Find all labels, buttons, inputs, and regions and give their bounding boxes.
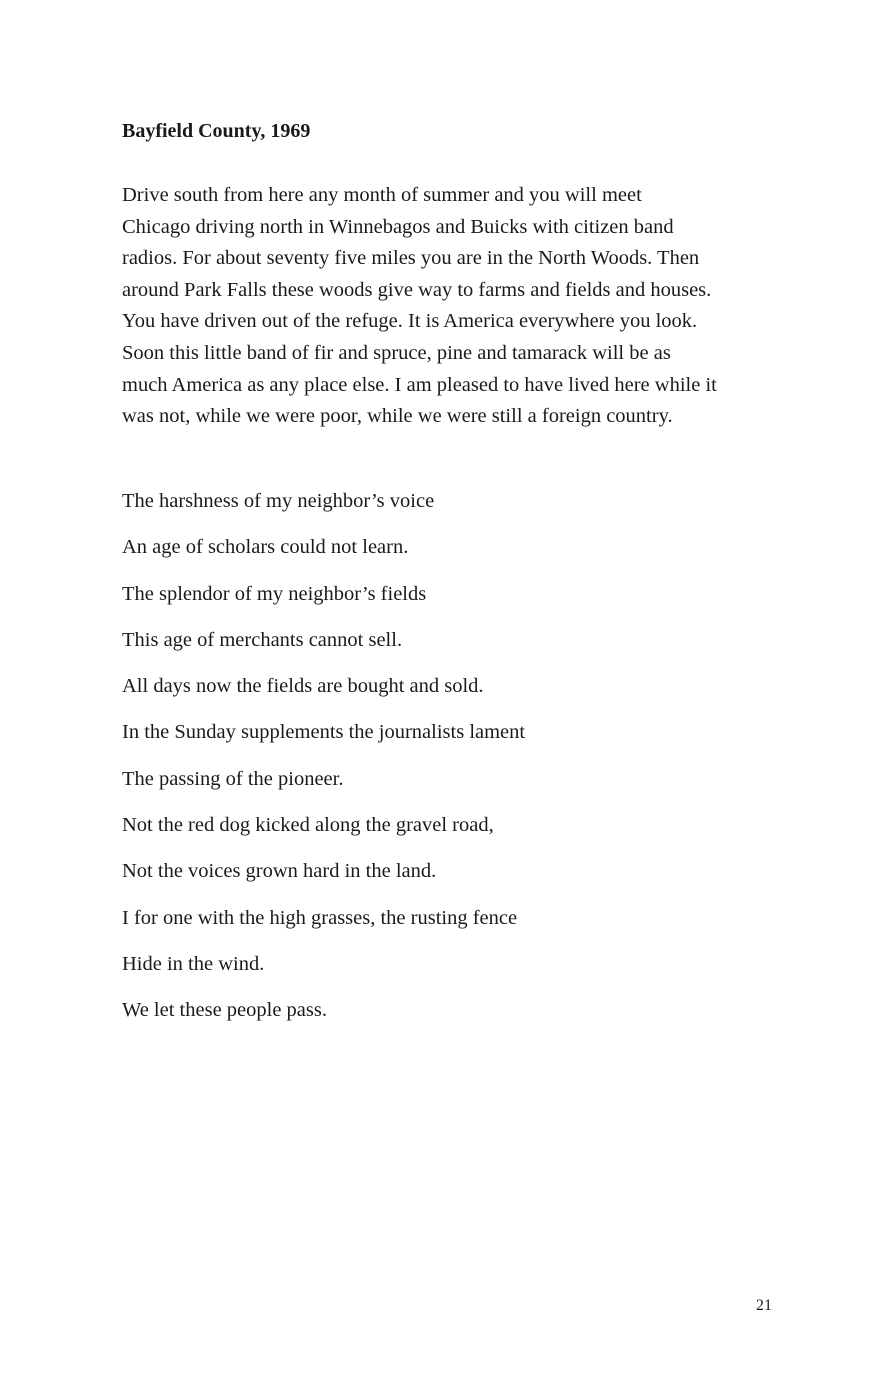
prose-line: Drive south from here any month of summer and you will meet xyxy=(122,184,642,206)
poem-line: Hide in the wind. xyxy=(122,952,265,975)
poem-line: Not the red dog kicked along the gravel road, xyxy=(122,814,494,837)
section-title: Bayfield County, 1969 xyxy=(122,120,311,142)
prose-line: around Park Falls these woods give way to farms and fields and houses. xyxy=(122,278,712,301)
prose-line: was not, while we were poor, while we were still a foreign country. xyxy=(122,405,673,428)
poem-line: All days now the fields are bought and sold. xyxy=(122,675,484,698)
poem xyxy=(122,486,525,1042)
poem-line: Not the voices grown hard in the land. xyxy=(122,860,437,883)
poem-line: The harshness of my neighbor’s voice xyxy=(122,490,435,512)
page-number: 21 xyxy=(756,1297,772,1314)
poem-line: The splendor of my neighbor’s fields xyxy=(122,582,427,605)
prose-line: Chicago driving north in Winnebagos and Buicks with citizen band xyxy=(122,215,674,238)
poem-line: I for one with the high grasses, the rusting fence xyxy=(122,906,518,929)
poem-line: In the Sunday supplements the journalists lament xyxy=(122,721,526,744)
poem-line: An age of scholars could not learn. xyxy=(122,536,409,559)
prose-paragraph xyxy=(122,180,782,433)
poem-line: The passing of the pioneer. xyxy=(122,767,344,790)
prose-line: radios. For about seventy five miles you are in the North Woods. Then xyxy=(122,247,700,270)
poem-line: This age of merchants cannot sell. xyxy=(122,628,403,651)
prose-line: You have driven out of the refuge. It is America everywhere you look. xyxy=(122,310,698,333)
prose-line: Soon this little band of fir and spruce, pine and tamarack will be as xyxy=(122,341,671,364)
prose-line: much America as any place else. I am pleased to have lived here while it xyxy=(122,373,717,396)
poem-line: We let these people pass. xyxy=(122,999,327,1022)
